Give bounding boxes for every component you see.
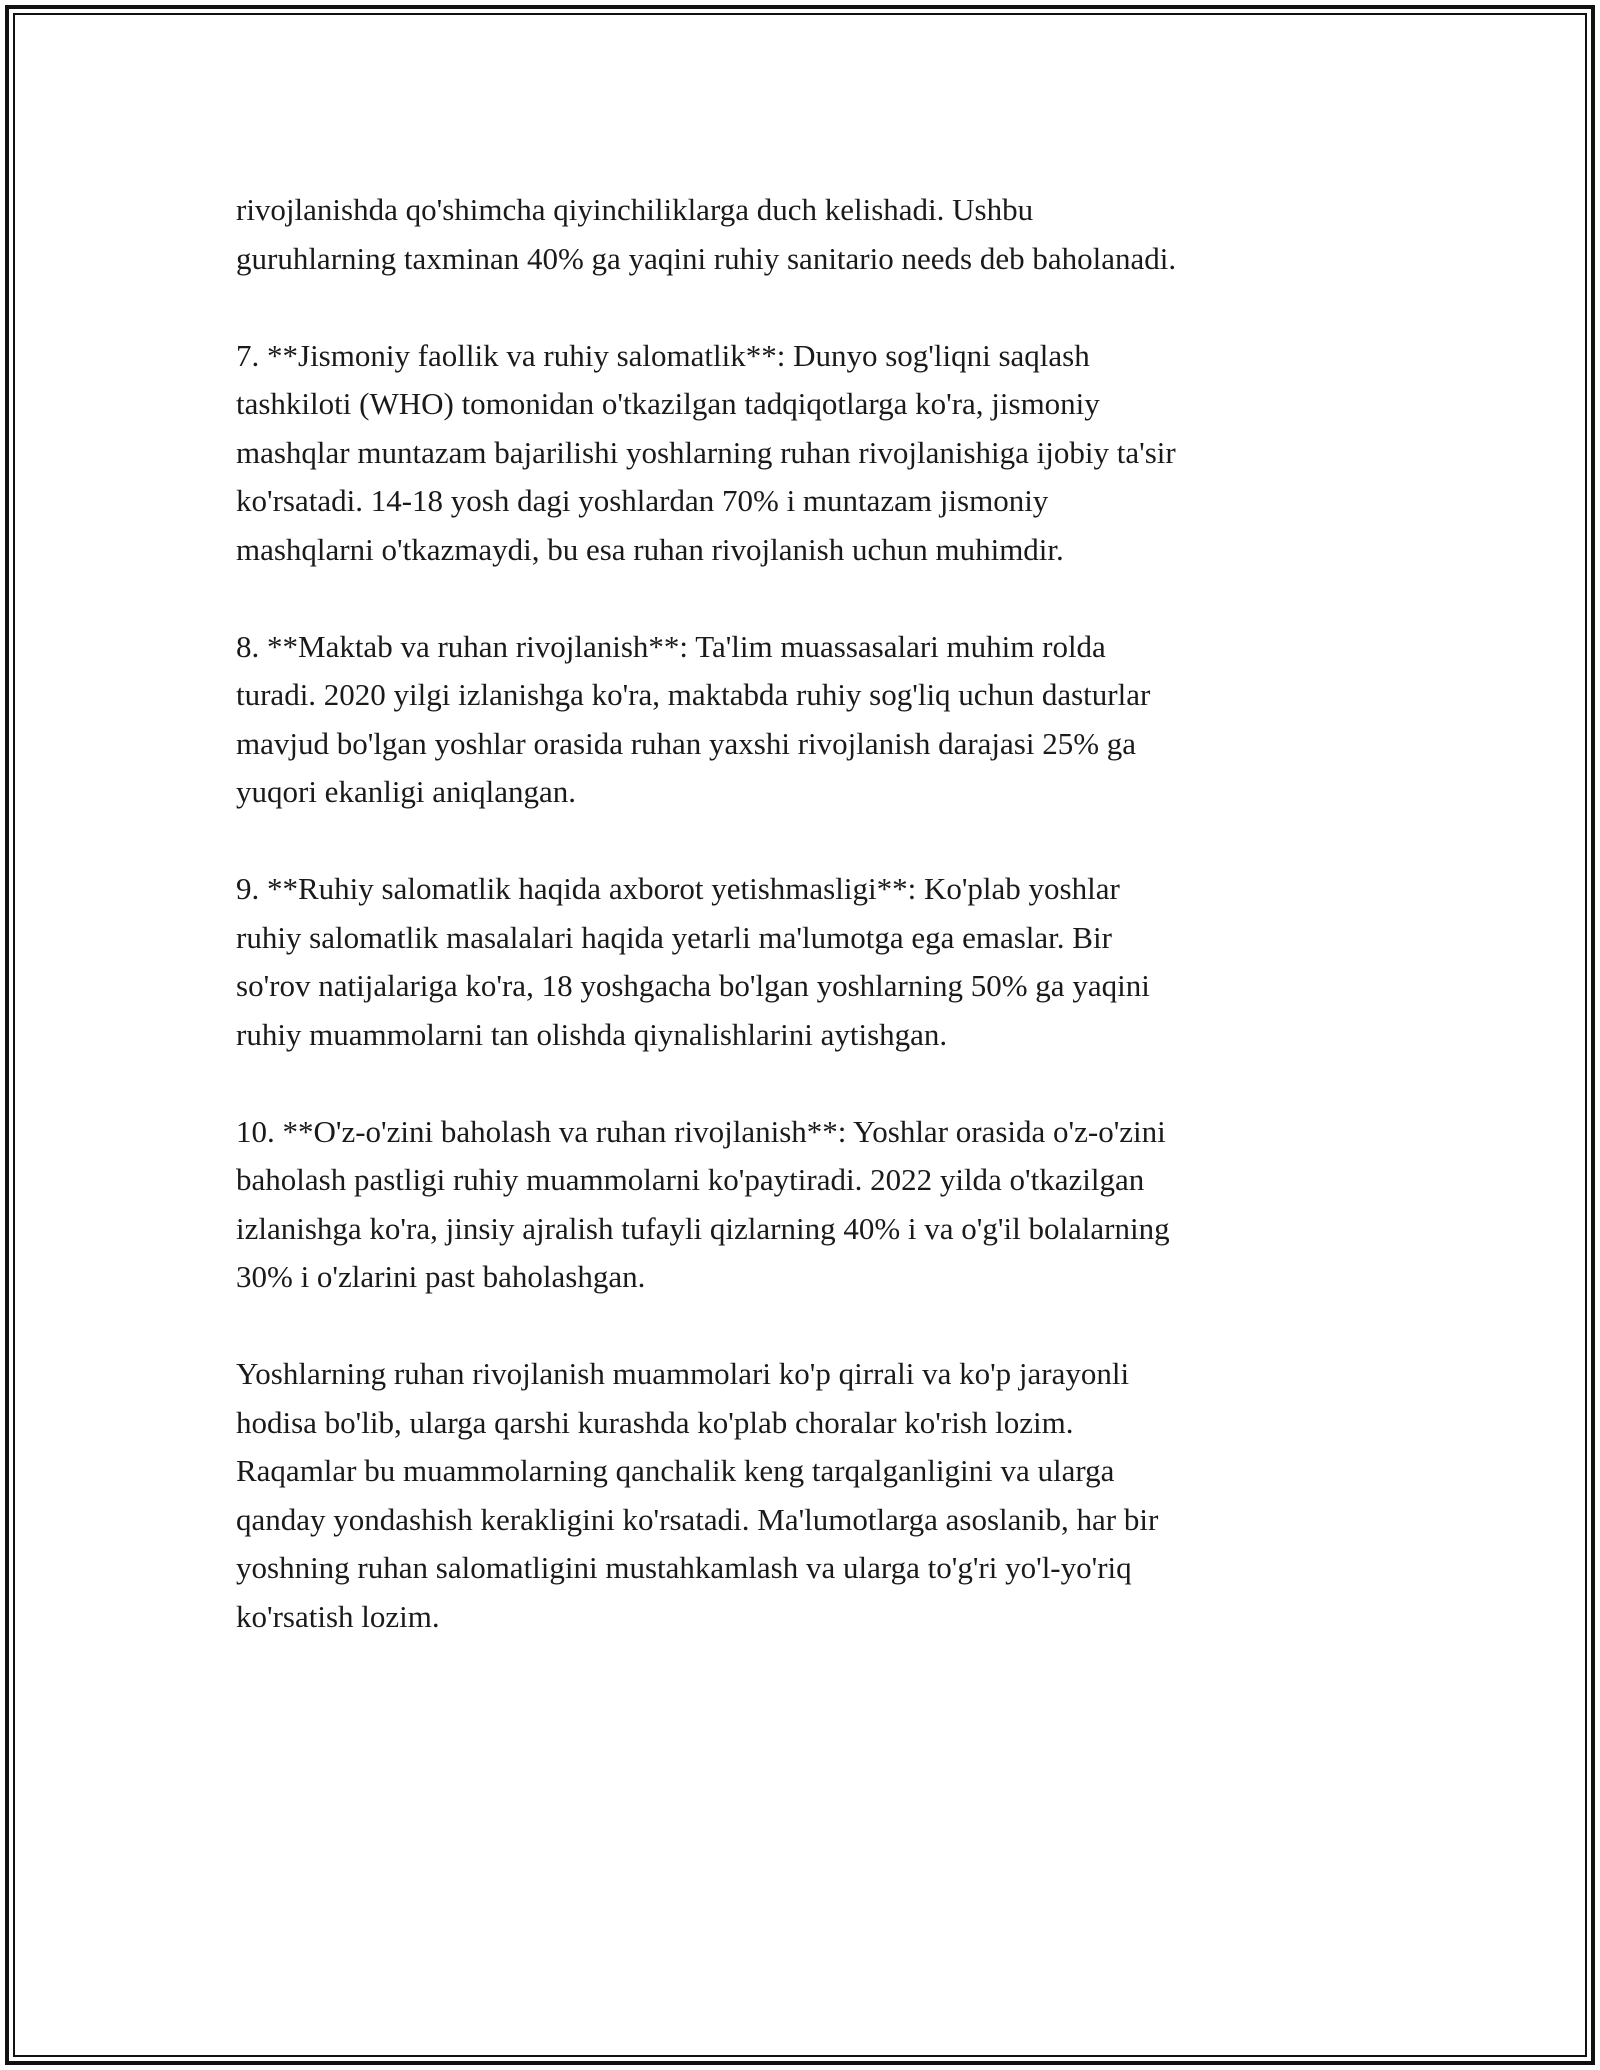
text-line: 30% i o'zlarini past baholashgan. [236, 1259, 646, 1294]
text-line: mashqlarni o'tkazmaydi, bu esa ruhan rivojlanish uchun muhimdir. [236, 531, 1064, 567]
text-line: izlanishga ko'ra, jinsiy ajralish tufayli qizlarning 40% i va o'g'il bolalarning [236, 1210, 1170, 1246]
text-line: 9. **Ruhiy salomatlik haqida axborot yetishmasligi**: Ko'plab yoshlar [236, 871, 1120, 906]
paragraph-item-10 [236, 1108, 1366, 1302]
paragraph-conclusion [236, 1350, 1366, 1641]
text-line: Yoshlarning ruhan rivojlanish muammolari ko'p qirrali va ko'p jarayonli [236, 1356, 1130, 1391]
text-line: Raqamlar bu muammolarning qanchalik keng tarqalganligini va ularga [236, 1453, 1115, 1488]
paragraph-item-9 [236, 865, 1366, 1059]
text-line: rivojlanishda qo'shimcha qiyinchiliklarga duch kelishadi. Ushbu [236, 192, 1034, 227]
text-line: hodisa bo'lib, ularga qarshi kurashda ko'plab choralar ko'rish lozim. [236, 1404, 1074, 1440]
text-line: ko'rsatadi. 14-18 yosh dagi yoshlardan 70% i muntazam jismoniy [236, 483, 1049, 518]
paragraph-item-7 [236, 332, 1366, 575]
text-line: yoshning ruhan salomatligini mustahkamlash va ularga to'g'ri yo'l-yo'riq [236, 1550, 1132, 1585]
text-line: ruhiy salomatlik masalalari haqida yetarli ma'lumotga ega emaslar. Bir [236, 919, 1112, 955]
text-line: guruhlarning taxminan 40% ga yaqini ruhiy sanitario needs deb baholanadi. [236, 240, 1177, 276]
text-line: turadi. 2020 yilgi izlanishga ko'ra, maktabda ruhiy sog'liq uchun dasturlar [236, 677, 1151, 712]
text-line: 10. **O'z-o'zini baholash va ruhan rivojlanish**: Yoshlar orasida o'z-o'zini [236, 1113, 1166, 1149]
paragraph-intro-continuation [236, 186, 1366, 283]
text-line: tashkiloti (WHO) tomonidan o'tkazilgan tadqiqotlarga ko'ra, jismoniy [236, 386, 1100, 421]
text-line: ko'rsatish lozim. [236, 1598, 440, 1634]
text-line: so'rov natijalariga ko'ra, 18 yoshgacha bo'lgan yoshlarning 50% ga yaqini [236, 968, 1150, 1003]
text-line: ruhiy muammolarni tan olishda qiynalishlarini aytishgan. [236, 1016, 948, 1052]
paragraph-item-8 [236, 623, 1366, 817]
text-line: 8. **Maktab va ruhan rivojlanish**: Ta'lim muassasalari muhim rolda [236, 628, 1106, 664]
text-line: 7. **Jismoniy faollik va ruhiy salomatlik**: Dunyo sog'liqni saqlash [236, 337, 1090, 373]
text-line: mashqlar muntazam bajarilishi yoshlarning ruhan rivojlanishiga ijobiy ta'sir [236, 434, 1176, 470]
text-line: mavjud bo'lgan yoshlar orasida ruhan yaxshi rivojlanish darajasi 25% ga [236, 725, 1137, 761]
text-line: baholash pastligi ruhiy muammolarni ko'paytiradi. 2022 yilda o'tkazilgan [236, 1162, 1145, 1197]
document-body [236, 186, 1366, 1690]
text-line: qanday yondashish kerakligini ko'rsatadi. Ma'lumotlarga asoslanib, har bir [236, 1501, 1159, 1537]
text-line: yuqori ekanligi aniqlangan. [236, 774, 577, 809]
